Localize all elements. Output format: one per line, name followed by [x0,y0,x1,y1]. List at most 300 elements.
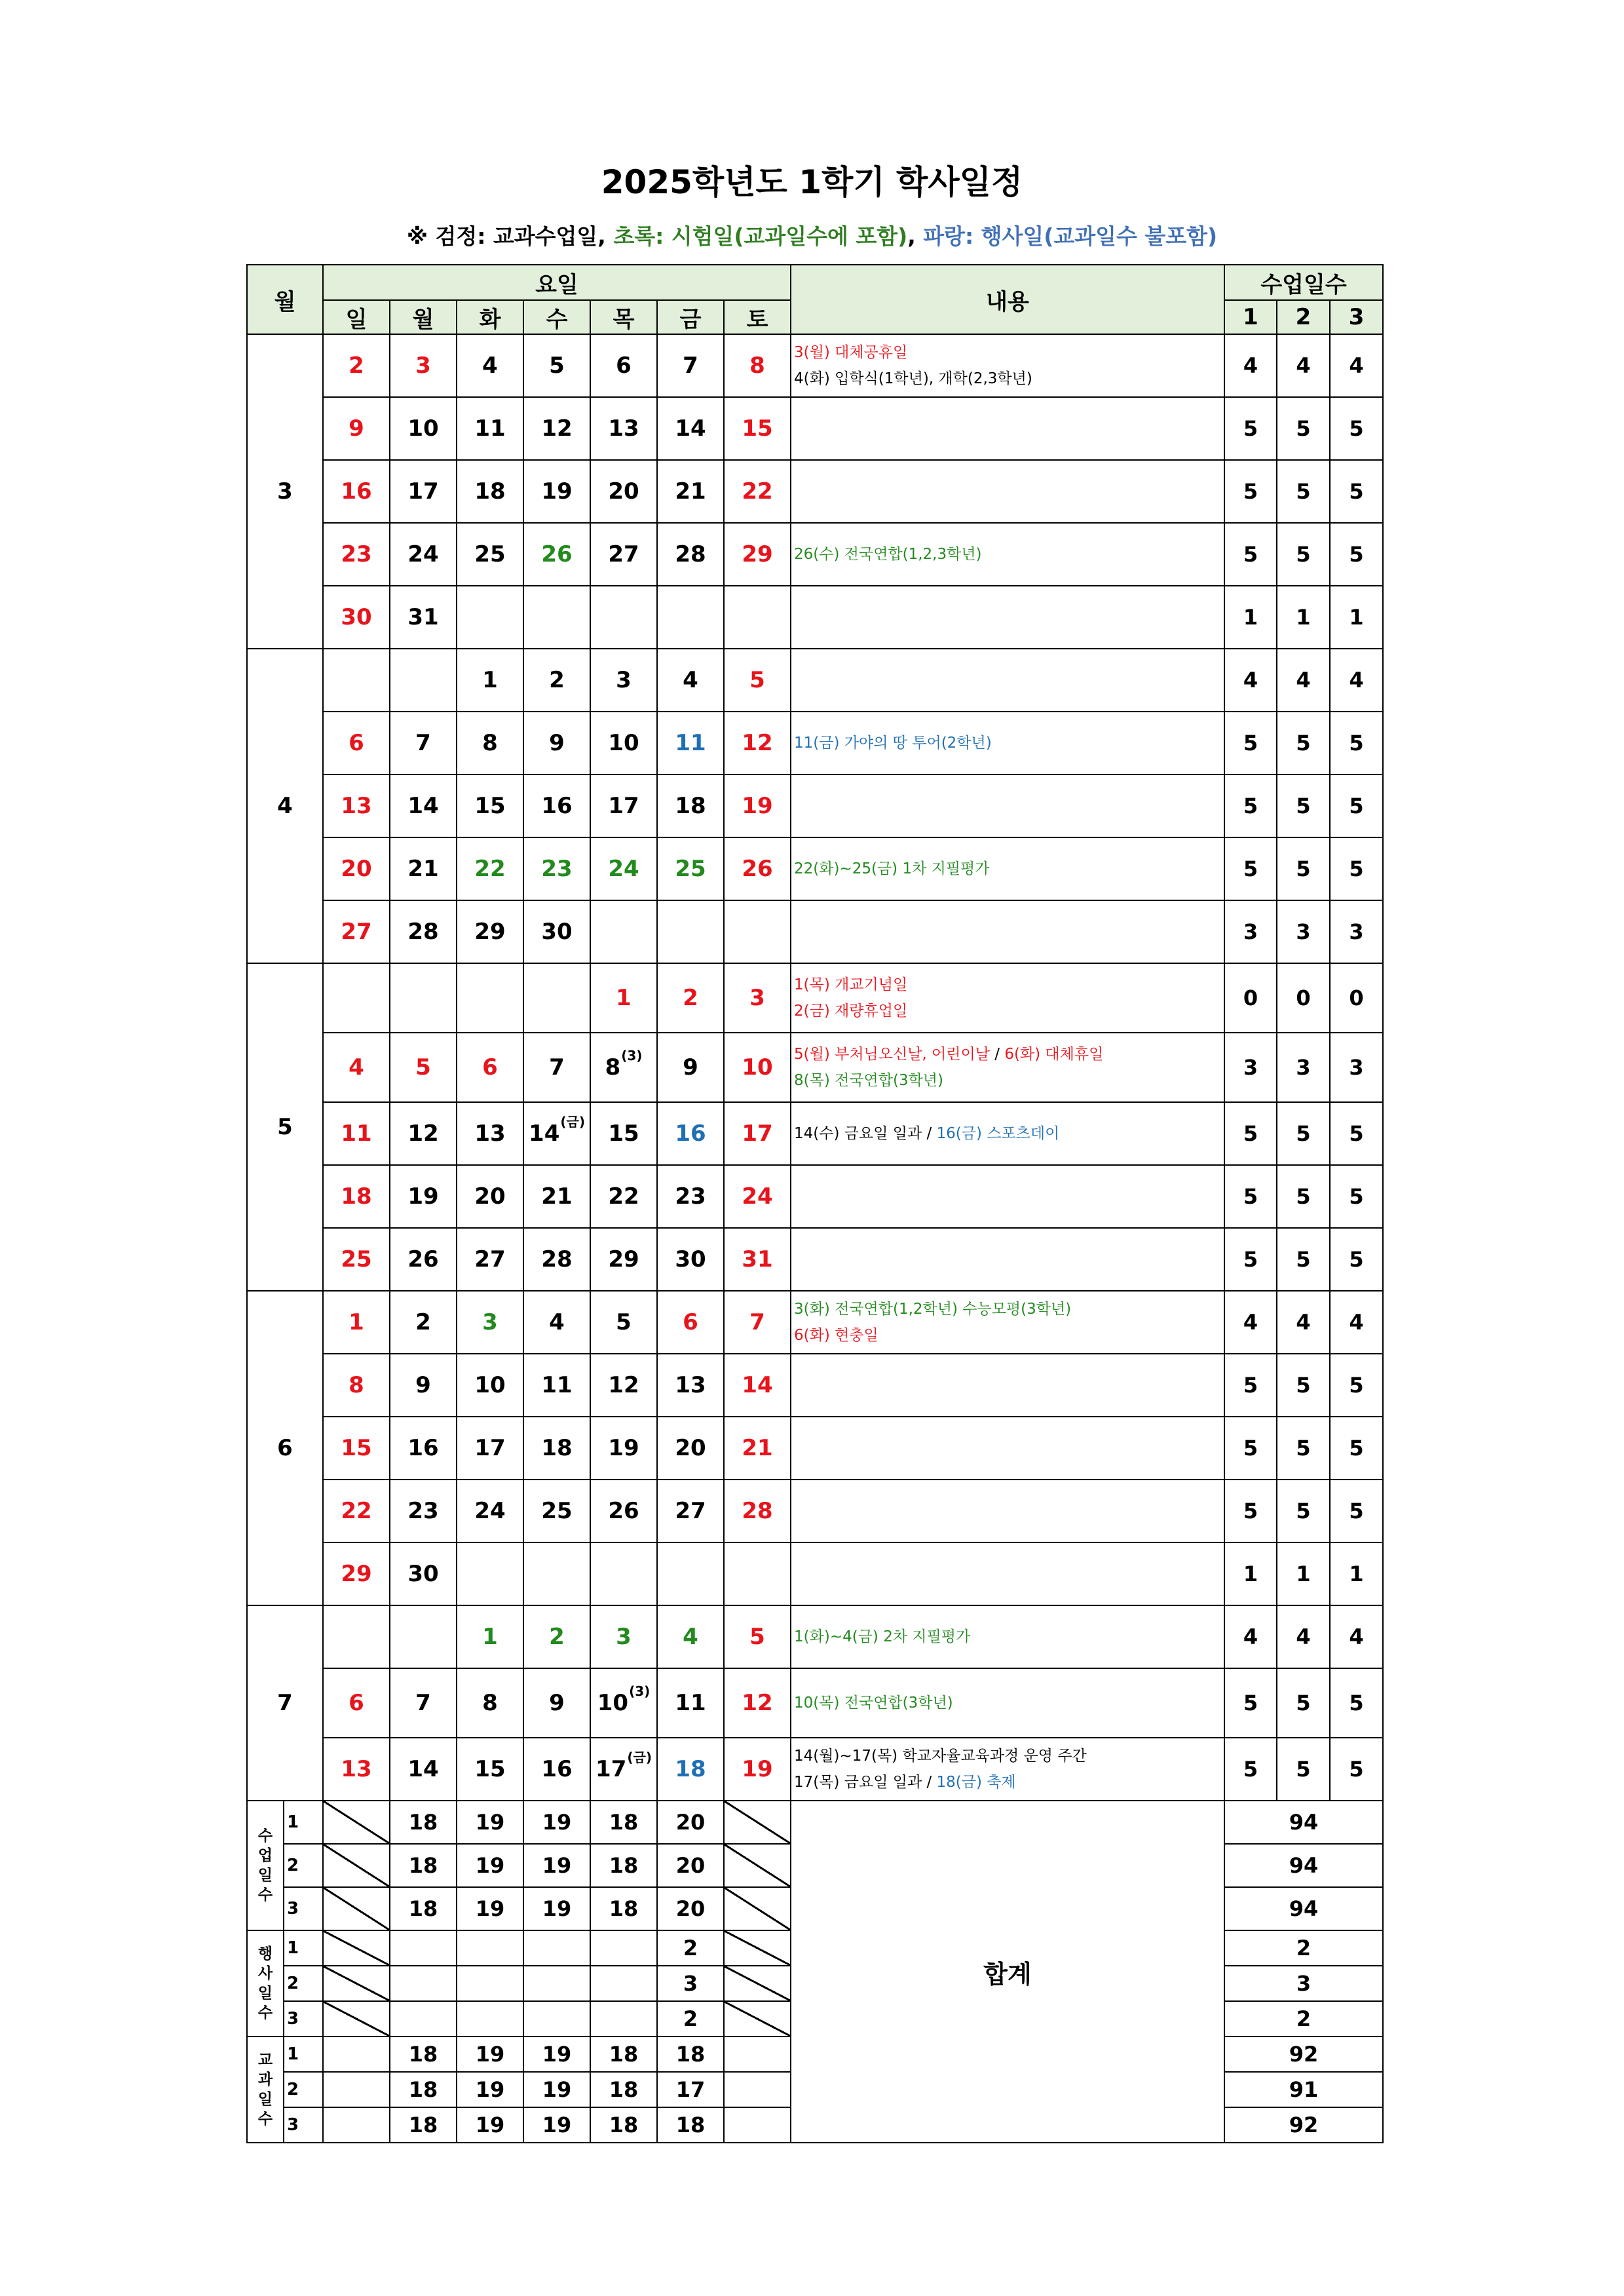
day-number: 22 [742,478,773,505]
class-day-count: 5 [1330,460,1383,523]
day-number: 9 [549,1690,565,1716]
day-cell [390,963,457,1033]
day-cell [724,649,791,712]
summary-value: 18 [390,2107,457,2143]
day-number: 7 [683,353,698,379]
day-number: 16 [341,478,372,505]
day-cell [390,1605,457,1668]
day-cell [323,586,390,649]
day-cell [724,1605,791,1668]
summary-total: 91 [1224,2072,1383,2107]
class-day-count: 4 [1224,1291,1277,1354]
day-number: 1 [482,667,498,693]
day-cell [457,1033,523,1102]
summary-value: 18 [590,2072,657,2107]
day-cell [657,1102,724,1165]
day-number: 19 [742,1756,773,1782]
day-cell [590,712,657,775]
day-number: 23 [541,856,573,882]
day-cell [523,1291,590,1354]
day-cell [657,1542,724,1605]
day-cell [724,397,791,460]
day-cell [323,775,390,837]
diagonal-cell [724,1844,791,1887]
memo-cell [791,460,1224,523]
day-cell [724,712,791,775]
day-number: 18 [474,478,506,505]
summary-value: 19 [523,2072,590,2107]
week-row [247,1033,1383,1102]
summary-value: 2 [657,2001,724,2037]
day-number: 20 [474,1183,506,1210]
summary-group-label [247,1930,284,2037]
class-day-count: 5 [1224,837,1277,900]
memo-line [794,1120,1224,1147]
day-cell [323,1738,390,1801]
day-cell [724,1738,791,1801]
day-number: 27 [675,1498,706,1524]
day-number: 21 [541,1183,573,1210]
day-number: 28 [407,919,439,945]
day-note: (금) [627,1750,652,1765]
empty-cell [724,2037,791,2072]
day-number: 14 [675,415,706,442]
class-day-count: 5 [1330,1354,1383,1417]
memo-cell [791,775,1224,837]
day-cell [590,1417,657,1480]
day-number: 14 [742,1372,773,1398]
day-number: 27 [474,1246,506,1272]
day-number: 10 [474,1372,506,1398]
week-row [247,397,1383,460]
day-cell [657,1605,724,1668]
diagonal-cell [724,1930,791,1966]
class-day-count: 5 [1330,1480,1383,1542]
day-number: 8 [605,1054,621,1081]
header-content: 내용 [791,265,1224,334]
class-day-count: 5 [1277,712,1330,775]
memo-cell [791,1165,1224,1228]
day-cell [457,1738,523,1801]
day-number: 5 [749,667,765,693]
month-label: 3 [247,334,323,649]
day-cell [457,1417,523,1480]
summary-group-char: 수 [257,2004,273,2021]
day-cell [657,1738,724,1801]
day-cell [323,334,390,397]
day-number: 5 [749,1624,765,1650]
summary-value: 18 [390,1887,457,1930]
day-cell [657,712,724,775]
day-cell [390,460,457,523]
day-number: 25 [341,1246,372,1272]
day-number: 15 [474,1756,506,1782]
day-cell [657,523,724,586]
day-number: 21 [675,478,706,505]
memo-cell [791,1102,1224,1165]
day-number: 6 [349,1690,364,1716]
class-day-count: 5 [1330,837,1383,900]
class-day-count: 5 [1277,523,1330,586]
summary-value: 19 [457,1887,523,1930]
class-day-count: 5 [1224,1102,1277,1165]
day-number: 15 [341,1435,372,1461]
day-cell [657,1291,724,1354]
day-number: 26 [541,541,573,567]
day-note: (3) [621,1048,643,1063]
day-cell [590,649,657,712]
day-cell [657,649,724,712]
day-number: 20 [675,1435,706,1461]
day-cell [657,1480,724,1542]
day-number: 13 [608,415,639,442]
summary-total: 92 [1224,2037,1383,2072]
day-cell [390,586,457,649]
day-cell [590,963,657,1033]
class-day-count: 4 [1277,1605,1330,1668]
summary-group-char: 사 [257,1965,273,1982]
day-cell [390,523,457,586]
day-number: 3 [616,1624,632,1650]
class-day-count: 5 [1330,712,1383,775]
day-number: 24 [608,856,639,882]
day-number: 28 [675,541,706,567]
empty-cell [323,2037,390,2072]
day-cell [724,1165,791,1228]
memo-text: 3(화) 전국연합(1,2학년) 수능모평(3학년) [794,1301,1072,1318]
schedule-table [246,264,1384,2143]
day-number: 29 [341,1561,372,1587]
header-day-sun: 일 [323,300,390,334]
day-cell [724,837,791,900]
day-number: 9 [415,1372,431,1398]
day-cell [590,334,657,397]
day-cell [590,460,657,523]
day-cell [390,775,457,837]
day-number: 30 [541,919,573,945]
header-class-days: 수업일수 [1224,265,1383,300]
class-day-count: 5 [1224,523,1277,586]
day-cell [457,1542,523,1605]
class-day-count: 5 [1277,397,1330,460]
day-number: 7 [415,730,431,756]
day-number: 13 [341,1756,372,1782]
day-cell [390,1668,457,1738]
day-cell [323,1033,390,1102]
day-number: 31 [742,1246,773,1272]
class-day-count: 5 [1330,1738,1383,1801]
day-cell [323,1668,390,1738]
empty-cell [724,2107,791,2143]
day-cell [523,775,590,837]
day-cell [323,1605,390,1668]
memo-text: 14(수) 금요일 일과 / [794,1125,937,1142]
day-cell [390,1354,457,1417]
legend-blue: 파랑: 행사일(교과일수 불포함) [923,223,1218,249]
day-cell [323,397,390,460]
day-number: 10 [742,1054,773,1081]
summary-value [390,1930,457,1966]
day-number: 28 [541,1246,573,1272]
summary-value [523,1930,590,1966]
month-label: 5 [247,963,323,1291]
day-number: 19 [608,1435,639,1461]
day-cell [457,1668,523,1738]
memo-text: 17(목) 금요일 일과 / [794,1774,937,1791]
day-number: 29 [742,541,773,567]
day-number: 26 [608,1498,639,1524]
summary-value: 19 [523,2107,590,2143]
day-cell [390,1228,457,1291]
class-day-count: 5 [1330,523,1383,586]
week-row [247,1102,1383,1165]
day-number: 28 [742,1498,773,1524]
day-cell [523,1480,590,1542]
memo-cell [791,1738,1224,1801]
class-day-count: 3 [1277,900,1330,963]
class-day-count: 5 [1277,1165,1330,1228]
day-cell [523,1542,590,1605]
day-cell [523,1417,590,1480]
memo-cell [791,523,1224,586]
summary-value [457,2001,523,2037]
day-cell [390,1738,457,1801]
summary-value [457,1966,523,2001]
memo-cell [791,649,1224,712]
day-cell [457,1480,523,1542]
week-row [247,1542,1383,1605]
day-number: 17 [608,793,639,819]
day-cell [724,1417,791,1480]
summary-grade: 1 [284,1930,323,1966]
day-cell [457,1228,523,1291]
class-day-count: 1 [1277,586,1330,649]
day-cell [390,1291,457,1354]
memo-line [794,1067,1224,1094]
day-number: 17 [407,478,439,505]
summary-value [590,2001,657,2037]
day-cell [657,586,724,649]
class-day-count: 5 [1224,460,1277,523]
class-day-count: 4 [1277,649,1330,712]
day-cell [323,1354,390,1417]
day-cell [323,1417,390,1480]
class-day-count: 4 [1224,649,1277,712]
day-number: 17 [742,1120,773,1147]
day-cell [724,1291,791,1354]
class-day-count: 3 [1330,900,1383,963]
day-number: 2 [549,1624,565,1650]
day-cell [390,712,457,775]
class-day-count: 4 [1224,1605,1277,1668]
day-cell [457,1165,523,1228]
day-number: 3 [616,667,632,693]
summary-value: 18 [390,1801,457,1844]
day-cell [323,1480,390,1542]
day-cell [724,586,791,649]
summary-total: 2 [1224,1930,1383,1966]
day-cell [390,334,457,397]
day-cell [390,837,457,900]
memo-text: 1(화)~4(금) 2차 지필평가 [794,1628,971,1645]
day-cell [590,837,657,900]
day-number: 11 [675,1690,706,1716]
class-day-count: 4 [1224,334,1277,397]
day-cell [590,1480,657,1542]
memo-cell [791,1228,1224,1291]
day-number: 29 [608,1246,639,1272]
day-number: 29 [474,919,506,945]
day-number: 4 [349,1054,364,1081]
day-number: 11 [675,730,706,756]
memo-cell [791,712,1224,775]
summary-group-char: 과 [257,2071,273,2088]
summary-group-char: 수 [257,1886,273,1904]
memo-line [794,1041,1224,1067]
day-cell [390,1542,457,1605]
day-note: (3) [629,1683,651,1699]
day-cell [724,460,791,523]
header-grade-1: 1 [1224,300,1277,334]
summary-value [390,2001,457,2037]
memo-line [794,1624,1224,1650]
month-label: 4 [247,649,323,963]
summary-value: 18 [590,1801,657,1844]
memo-line [794,998,1224,1024]
memo-line [794,366,1224,392]
class-day-count: 5 [1277,1228,1330,1291]
day-number: 20 [341,856,372,882]
day-number: 20 [608,478,639,505]
summary-value: 19 [457,2072,523,2107]
day-cell [590,1165,657,1228]
day-cell [657,900,724,963]
memo-text: 18(금) 축제 [936,1774,1016,1791]
memo-cell [791,837,1224,900]
day-cell [523,586,590,649]
diagonal-cell [724,2001,791,2037]
day-number: 8 [349,1372,364,1398]
day-number: 2 [683,985,698,1011]
day-cell [323,712,390,775]
class-day-count: 1 [1277,1542,1330,1605]
summary-value: 18 [390,1844,457,1887]
header-day-mon: 월 [390,300,457,334]
summary-value: 2 [657,1930,724,1966]
class-day-count: 0 [1277,963,1330,1033]
day-number: 24 [742,1183,773,1210]
day-number: 1 [349,1309,364,1335]
week-row [247,775,1383,837]
summary-value: 18 [657,2037,724,2072]
class-day-count: 4 [1330,1605,1383,1668]
memo-cell [791,334,1224,397]
day-cell [724,1354,791,1417]
day-number: 14 [407,1756,439,1782]
day-number: 16 [541,1756,573,1782]
day-number: 4 [683,667,698,693]
day-number: 6 [616,353,632,379]
day-cell [590,1605,657,1668]
summary-group-char: 수 [257,1827,273,1845]
day-number: 18 [675,793,706,819]
summary-value: 17 [657,2072,724,2107]
day-cell [590,1033,657,1102]
day-cell [323,1291,390,1354]
summary-value [390,1966,457,2001]
day-number: 5 [549,353,565,379]
memo-line [794,541,1224,567]
day-number: 9 [549,730,565,756]
class-day-count: 5 [1277,775,1330,837]
class-day-count: 4 [1330,334,1383,397]
week-row [247,1480,1383,1542]
day-number: 4 [549,1309,565,1335]
day-number: 2 [415,1309,431,1335]
summary-group-char: 업 [257,1847,273,1864]
week-row [247,900,1383,963]
summary-total: 2 [1224,2001,1383,2037]
diagonal-cell [323,1801,390,1844]
memo-cell [791,963,1224,1033]
day-cell [724,1668,791,1738]
class-day-count: 5 [1224,775,1277,837]
day-number: 25 [541,1498,573,1524]
total-label: 합계 [791,1801,1224,2143]
memo-cell [791,1033,1224,1102]
class-day-count: 5 [1224,712,1277,775]
empty-cell [323,2072,390,2107]
week-row [247,460,1383,523]
day-number: 15 [742,415,773,442]
day-number: 7 [415,1690,431,1716]
day-cell [657,1354,724,1417]
memo-text: / [989,1046,1005,1063]
class-day-count: 5 [1330,1102,1383,1165]
diagonal-cell [724,1887,791,1930]
day-cell [523,900,590,963]
day-cell [390,397,457,460]
memo-line [794,1690,1224,1716]
day-number: 10 [407,415,439,442]
class-day-count: 4 [1330,649,1383,712]
diagonal-cell [323,1844,390,1887]
day-number: 9 [349,415,364,442]
summary-total: 94 [1224,1887,1383,1930]
memo-cell [791,1354,1224,1417]
empty-cell [323,2107,390,2143]
summary-grade: 3 [284,1887,323,1930]
class-day-count: 4 [1330,1291,1383,1354]
day-number: 18 [341,1183,372,1210]
summary-grade: 2 [284,1844,323,1887]
day-cell [724,1033,791,1102]
summary-value: 18 [590,2037,657,2072]
day-number: 16 [541,793,573,819]
summary-total: 94 [1224,1844,1383,1887]
day-number: 12 [541,415,573,442]
memo-line [794,1296,1224,1322]
day-number: 1 [616,985,632,1011]
memo-line [794,730,1224,756]
memo-cell [791,1605,1224,1668]
memo-cell [791,1668,1224,1738]
day-number: 19 [407,1183,439,1210]
summary-value: 18 [390,2037,457,2072]
class-day-count: 3 [1277,1033,1330,1102]
day-cell [390,1102,457,1165]
day-number: 9 [683,1054,698,1081]
